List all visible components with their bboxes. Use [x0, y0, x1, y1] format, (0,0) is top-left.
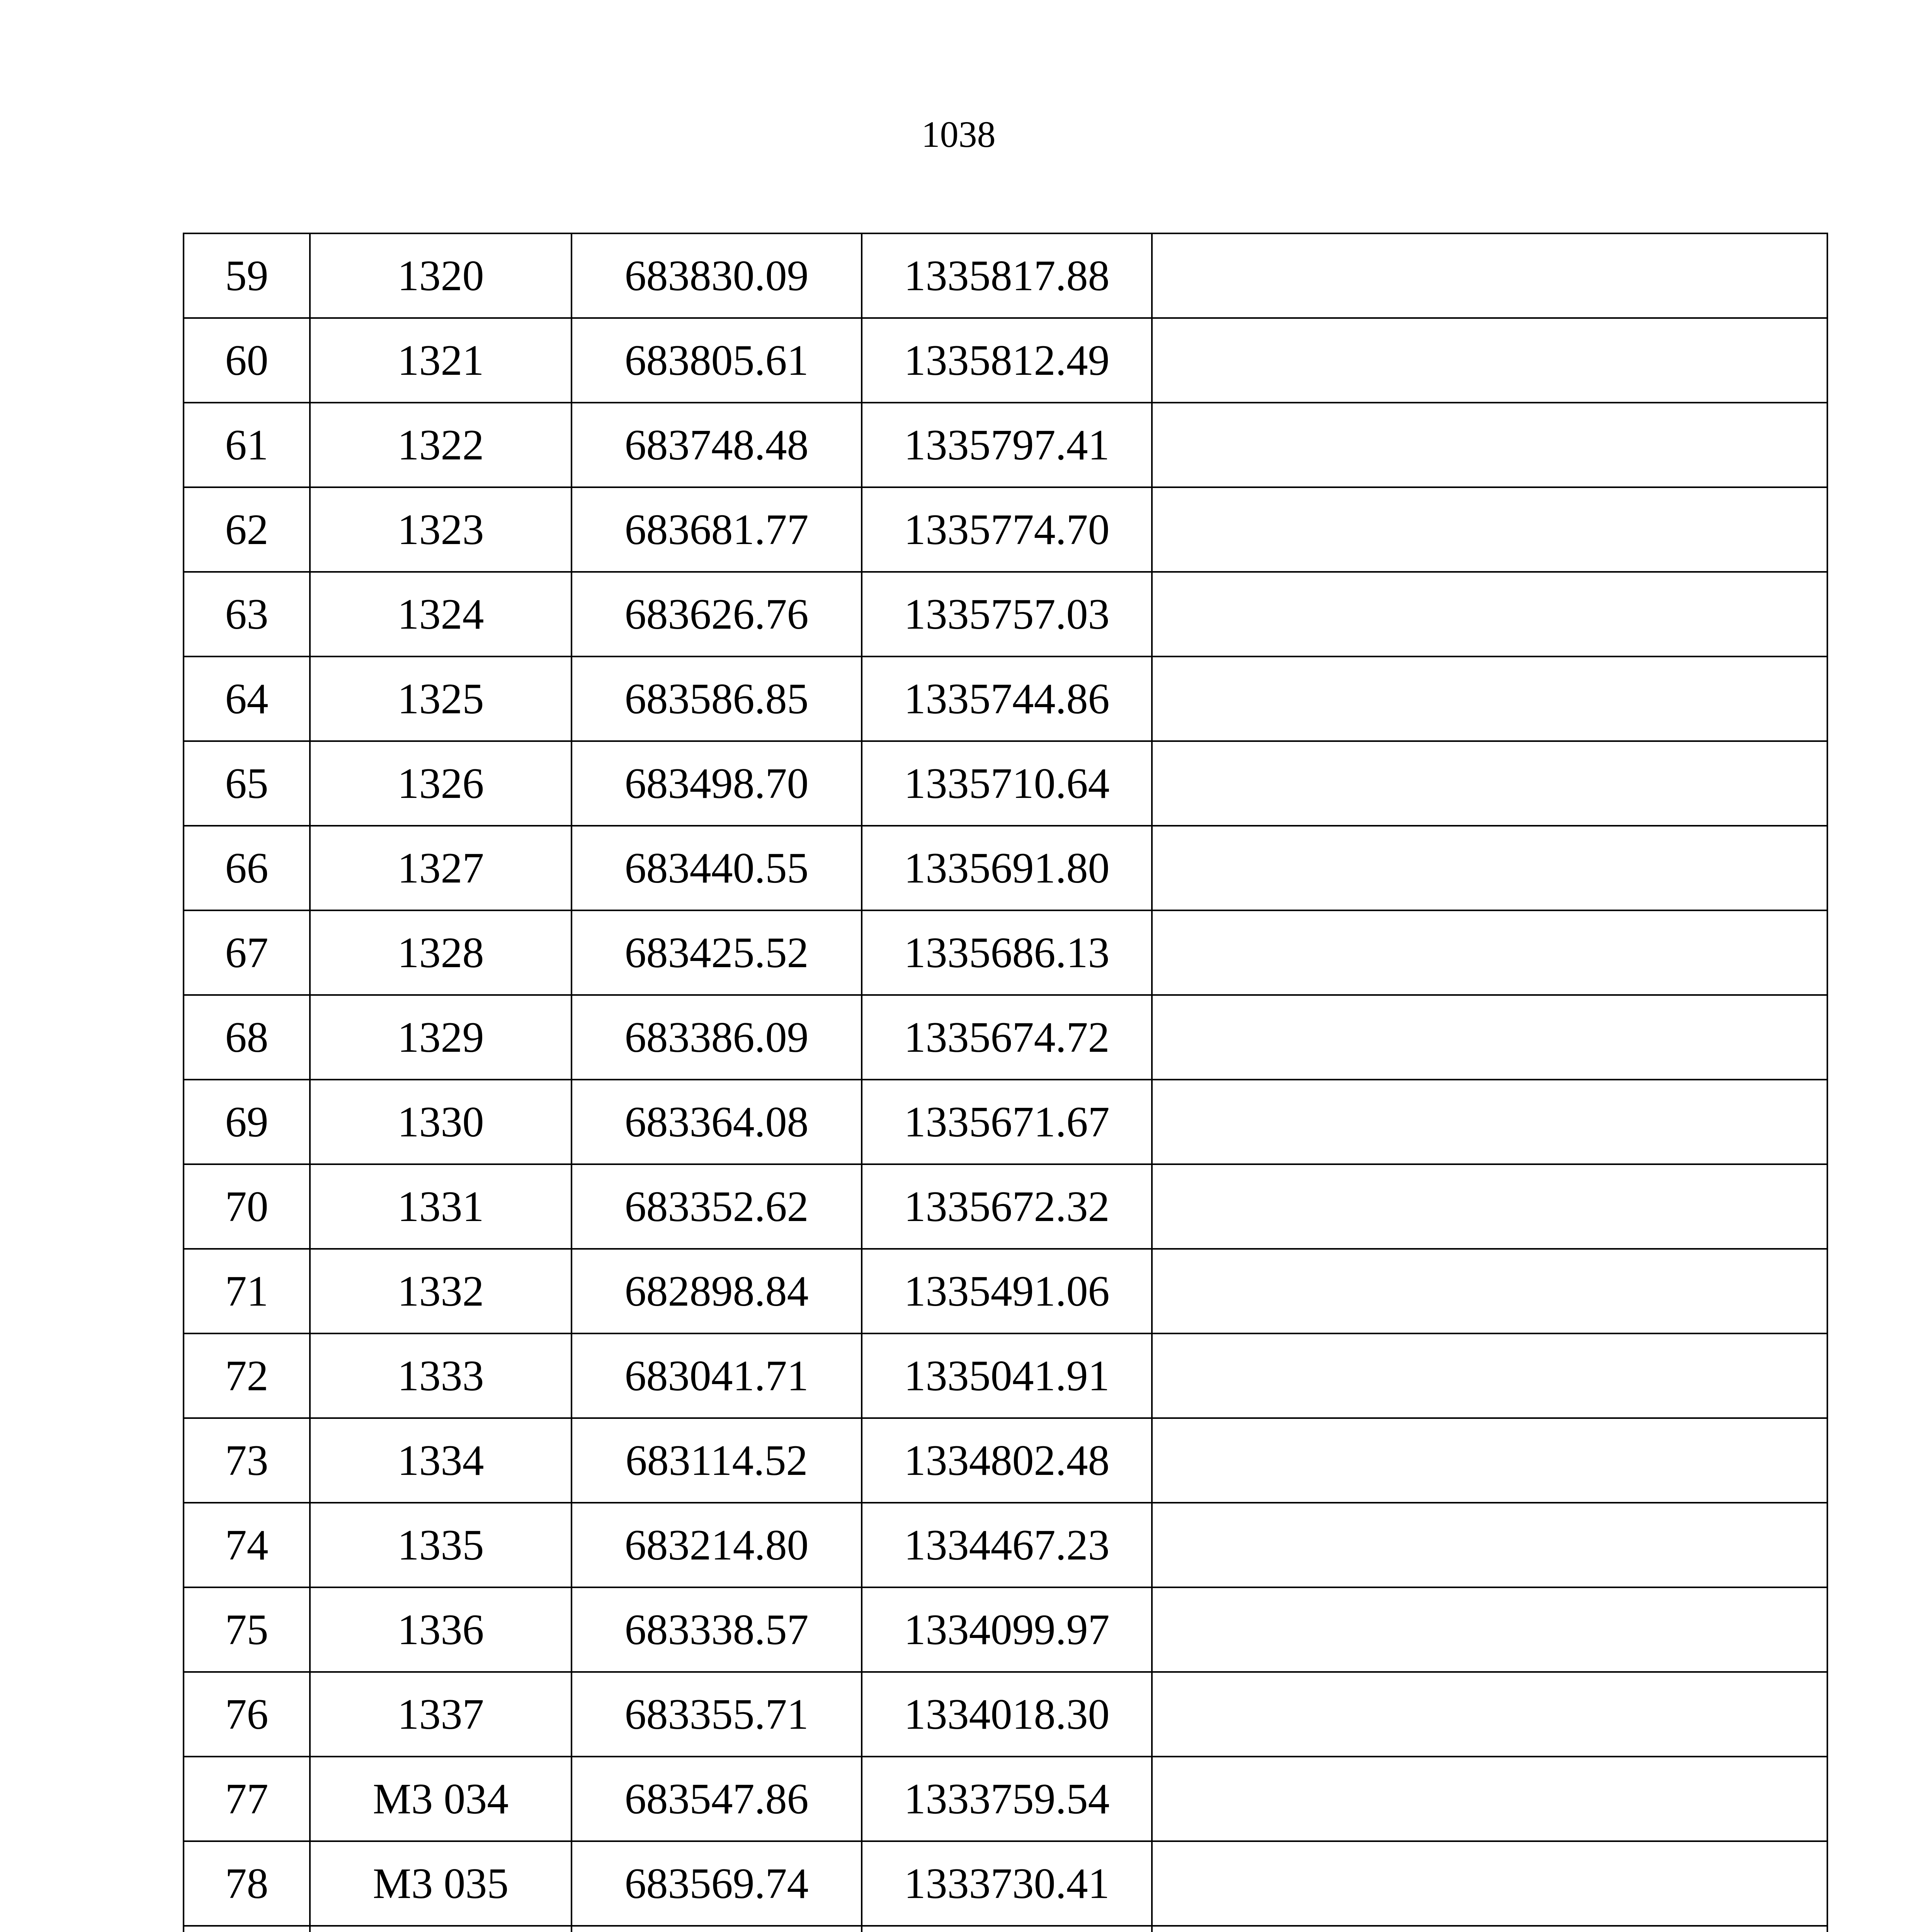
x-coordinate-cell: 683338.57 [572, 1587, 862, 1672]
y-coordinate-cell: 1335671.67 [862, 1080, 1152, 1164]
row-number-cell: 77 [184, 1757, 310, 1841]
table-row [184, 1333, 1827, 1418]
note-cell [1152, 1333, 1827, 1418]
x-coordinate-cell: 683547.86 [572, 1757, 862, 1841]
table-row [184, 1080, 1827, 1164]
x-coordinate-cell: 683352.62 [572, 1164, 862, 1249]
row-number-cell: 63 [184, 572, 310, 656]
row-number-cell: 74 [184, 1503, 310, 1587]
point-id-cell: 1337 [310, 1672, 572, 1757]
row-number-cell: 60 [184, 318, 310, 403]
row-number-cell: 62 [184, 487, 310, 572]
table-row [184, 1757, 1827, 1841]
x-coordinate-cell: 683364.08 [572, 1080, 862, 1164]
y-coordinate-cell: 1334099.97 [862, 1587, 1152, 1672]
point-id-cell: 1335 [310, 1503, 572, 1587]
note-cell [1152, 1164, 1827, 1249]
table-row [184, 656, 1827, 741]
table-row [184, 826, 1827, 910]
y-coordinate-cell [862, 1926, 1152, 1932]
x-coordinate-cell: 683498.70 [572, 741, 862, 826]
row-number-cell: 70 [184, 1164, 310, 1249]
table-row [184, 1926, 1827, 1932]
y-coordinate-cell: 1335744.86 [862, 656, 1152, 741]
table-row [184, 1418, 1827, 1503]
note-cell [1152, 487, 1827, 572]
x-coordinate-cell: 683425.52 [572, 910, 862, 995]
table-row [184, 233, 1827, 318]
note-cell [1152, 656, 1827, 741]
row-number-cell: 72 [184, 1333, 310, 1418]
table-row [184, 741, 1827, 826]
y-coordinate-cell: 1335774.70 [862, 487, 1152, 572]
note-cell [1152, 826, 1827, 910]
y-coordinate-cell: 1335812.49 [862, 318, 1152, 403]
point-id-cell: 1321 [310, 318, 572, 403]
point-id-cell: 1331 [310, 1164, 572, 1249]
coordinates-table [183, 233, 1828, 1932]
point-id-cell: 1326 [310, 741, 572, 826]
table-row [184, 1164, 1827, 1249]
y-coordinate-cell: 1335710.64 [862, 741, 1152, 826]
x-coordinate-cell: 683440.55 [572, 826, 862, 910]
point-id-cell: М3 035 [310, 1841, 572, 1926]
x-coordinate-cell: 683830.09 [572, 233, 862, 318]
note-cell [1152, 1080, 1827, 1164]
table-row [184, 572, 1827, 656]
table-row [184, 1587, 1827, 1672]
y-coordinate-cell: 1335817.88 [862, 233, 1152, 318]
note-cell [1152, 1587, 1827, 1672]
note-cell [1152, 233, 1827, 318]
note-cell [1152, 1757, 1827, 1841]
table-row [184, 1672, 1827, 1757]
y-coordinate-cell: 1335797.41 [862, 403, 1152, 487]
x-coordinate-cell: 683586.85 [572, 656, 862, 741]
x-coordinate-cell: 683805.61 [572, 318, 862, 403]
row-number-cell: 78 [184, 1841, 310, 1926]
note-cell [1152, 318, 1827, 403]
note-cell [1152, 572, 1827, 656]
note-cell [1152, 1418, 1827, 1503]
row-number-cell: 69 [184, 1080, 310, 1164]
point-id-cell [310, 1926, 572, 1932]
note-cell [1152, 741, 1827, 826]
y-coordinate-cell: 1333730.41 [862, 1841, 1152, 1926]
y-coordinate-cell: 1335674.72 [862, 995, 1152, 1080]
y-coordinate-cell: 1334018.30 [862, 1672, 1152, 1757]
x-coordinate-cell: 683626.76 [572, 572, 862, 656]
x-coordinate-cell: 683355.71 [572, 1672, 862, 1757]
y-coordinate-cell: 1334467.23 [862, 1503, 1152, 1587]
table-row [184, 910, 1827, 995]
table-row [184, 995, 1827, 1080]
y-coordinate-cell: 1335491.06 [862, 1249, 1152, 1333]
row-number-cell: 67 [184, 910, 310, 995]
point-id-cell: 1324 [310, 572, 572, 656]
x-coordinate-cell [572, 1926, 862, 1932]
table-row [184, 318, 1827, 403]
page-number: 1038 [921, 114, 996, 155]
note-cell [1152, 1841, 1827, 1926]
note-cell [1152, 1672, 1827, 1757]
x-coordinate-cell: 683041.71 [572, 1333, 862, 1418]
row-number-cell: 73 [184, 1418, 310, 1503]
row-number-cell: 66 [184, 826, 310, 910]
point-id-cell: 1323 [310, 487, 572, 572]
row-number-cell: 71 [184, 1249, 310, 1333]
note-cell [1152, 1503, 1827, 1587]
table-row [184, 1249, 1827, 1333]
y-coordinate-cell: 1333759.54 [862, 1757, 1152, 1841]
point-id-cell: 1328 [310, 910, 572, 995]
x-coordinate-cell: 683114.52 [572, 1418, 862, 1503]
point-id-cell: М3 034 [310, 1757, 572, 1841]
row-number-cell: 75 [184, 1587, 310, 1672]
point-id-cell: 1322 [310, 403, 572, 487]
x-coordinate-cell: 683748.48 [572, 403, 862, 487]
note-cell [1152, 403, 1827, 487]
point-id-cell: 1336 [310, 1587, 572, 1672]
note-cell [1152, 995, 1827, 1080]
coordinates-table-body [184, 233, 1827, 1932]
y-coordinate-cell: 1335686.13 [862, 910, 1152, 995]
table-row [184, 487, 1827, 572]
x-coordinate-cell: 683569.74 [572, 1841, 862, 1926]
row-number-cell: 64 [184, 656, 310, 741]
x-coordinate-cell: 683386.09 [572, 995, 862, 1080]
row-number-cell: 61 [184, 403, 310, 487]
row-number-cell: 65 [184, 741, 310, 826]
note-cell [1152, 1249, 1827, 1333]
table-row [184, 1503, 1827, 1587]
y-coordinate-cell: 1335041.91 [862, 1333, 1152, 1418]
table-row [184, 1841, 1827, 1926]
point-id-cell: 1334 [310, 1418, 572, 1503]
row-number-cell: 59 [184, 233, 310, 318]
point-id-cell: 1325 [310, 656, 572, 741]
y-coordinate-cell: 1335691.80 [862, 826, 1152, 910]
point-id-cell: 1320 [310, 233, 572, 318]
point-id-cell: 1327 [310, 826, 572, 910]
x-coordinate-cell: 682898.84 [572, 1249, 862, 1333]
x-coordinate-cell: 683681.77 [572, 487, 862, 572]
point-id-cell: 1333 [310, 1333, 572, 1418]
note-cell [1152, 1926, 1827, 1932]
y-coordinate-cell: 1334802.48 [862, 1418, 1152, 1503]
point-id-cell: 1330 [310, 1080, 572, 1164]
point-id-cell: 1332 [310, 1249, 572, 1333]
x-coordinate-cell: 683214.80 [572, 1503, 862, 1587]
y-coordinate-cell: 1335672.32 [862, 1164, 1152, 1249]
table-row [184, 403, 1827, 487]
y-coordinate-cell: 1335757.03 [862, 572, 1152, 656]
row-number-cell: 76 [184, 1672, 310, 1757]
row-number-cell: 68 [184, 995, 310, 1080]
note-cell [1152, 910, 1827, 995]
row-number-cell [184, 1926, 310, 1932]
point-id-cell: 1329 [310, 995, 572, 1080]
